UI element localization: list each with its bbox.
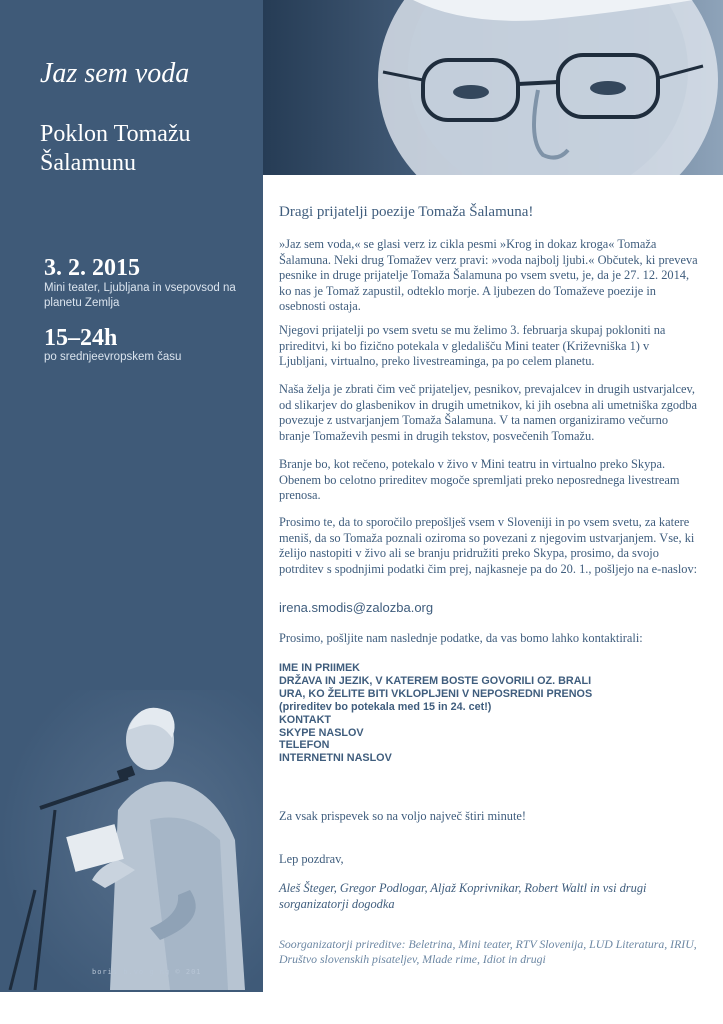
event-time: 15–24h	[44, 325, 118, 351]
field-item: URA, KO ŽELITE BITI VKLOPLJENI V NEPOSREDNI PRENOS	[279, 687, 593, 700]
field-item: KONTAKT	[279, 713, 331, 726]
sidebar-panel	[0, 0, 263, 992]
event-place: Mini teater, Ljubljana in vsepovsod na planetu Zemlja	[44, 282, 236, 309]
signature: Aleš Šteger, Gregor Podlogar, Aljaž Koprivnikar, Robert Waltl in vsi drugi sorganizatorji dogodka	[279, 881, 647, 911]
greeting: Lep pozdrav,	[279, 852, 344, 866]
paragraph: Njegovi prijatelji po vsem svetu se mu želimo 3. februarja skupaj pokloniti na prireditvi, ki bo fizično potekala v gledališču Mini teater (Križevniška 1) v Ljubljani, virtualno, preko livestreaminga, pa po celem planetu.	[279, 323, 666, 369]
poet-reading-photo	[0, 690, 263, 990]
portrait-photo	[263, 0, 723, 175]
letter-content	[263, 175, 723, 992]
required-fields-list	[279, 662, 592, 765]
event-date: 3. 2. 2015	[44, 255, 140, 281]
event-subtitle: Poklon Tomažu Šalamunu	[40, 121, 191, 176]
field-item: INTERNETNI NASLOV	[279, 752, 392, 765]
field-item: DRŽAVA IN JEZIK, V KATEREM BOSTE GOVORILI OZ. BRALI	[279, 674, 592, 687]
letter-heading: Dragi prijatelji poezije Tomaža Šalamuna!	[279, 204, 534, 220]
field-item: TELEFON	[279, 739, 330, 752]
time-limit-note: Za vsak prispevek so na voljo največ štiri minute!	[279, 809, 527, 823]
co-organizers: Soorganizatorji prireditve: Beletrina, Mini teater, RTV Slovenija, LUD Literatura, IRIU, Društvo slovenskih pisateljev, Mlade rime, Idiot in drugi	[279, 937, 697, 966]
field-item: IME IN PRIIMEK	[279, 662, 360, 674]
portrait-face-graphic	[263, 0, 723, 175]
request-text: Prosimo, pošljite nam naslednje podatke, da vas bomo lahko kontaktirali:	[279, 631, 643, 645]
paragraph: »Jaz sem voda,« se glasi verz iz cikla pesmi »Krog in dokaz kroga« Tomaža Šalamuna. Neki drug Tomažev verz pravi: »voda najbolj ljubi.« Občutek, ki preveva pesnike in druge prijatelje Tomaža Šalamuna po vsem svetu, je, da je 27. 12. 2014, ko nas je Tomaž zapustil, odteklo morje. A ljubezen do Tomaževe poezije in osebnosti ostaja.	[279, 237, 698, 314]
paragraph: Naša želja je zbrati čim več prijateljev, pesnikov, prevajalcev in drugih ustvarjalcev, od slikarjev do glasbenikov in drugih umetnikov, ki jih osebna ali umetniška zgodba povezuje z ustvarjanjem Tomaža Šalamuna. V ta namen organiziramo večurno branje Tomaževih pesmi in drugih tekstov, posvečenih Tomažu.	[279, 382, 697, 443]
paragraph: Prosimo te, da to sporočilo prepošlješ vsem v Sloveniji in po vsem svetu, za katere meniš, da so Tomaža poznali oziroma so povezani z njegovim ustvarjanjem. Vse, ki želijo nastopiti v živo ali se branju pridružiti preko Skypa, prosimo, da svojo potrditev s spodnjimi podatki čim prej, najkasneje pa do 20. 1., pošljejo na e-naslov:	[279, 515, 698, 576]
event-timezone: po srednjeevropskem času	[44, 351, 182, 363]
photo-credit: boris b.vo g ng © 201	[92, 968, 202, 976]
contact-email-link[interactable]: irena.smodis@zalozba.org	[279, 600, 434, 615]
paragraph: Branje bo, kot rečeno, potekalo v živo v Mini teatru in virtualno preko Skypa. Obenem bo celotno prireditev mogoče spremljati preko neposrednega livestream prenosa.	[279, 457, 680, 503]
field-item: SKYPE NASLOV	[279, 726, 364, 739]
event-title: Jaz sem voda	[40, 58, 190, 89]
field-item: (prireditev bo potekala med 15 in 24. cet!)	[279, 700, 492, 713]
